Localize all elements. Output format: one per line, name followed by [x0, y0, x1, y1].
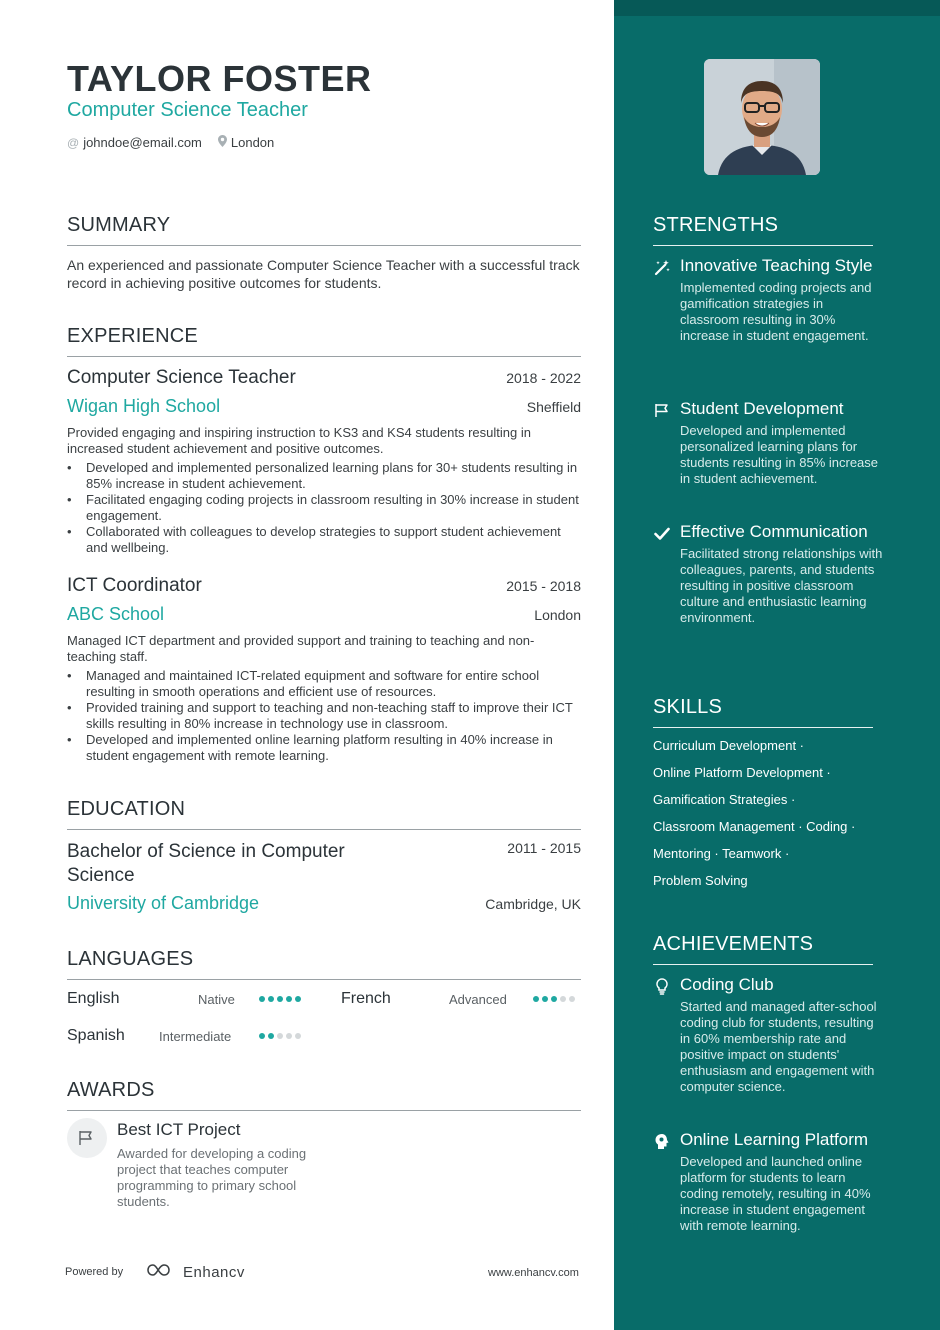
achievement-description: Developed and launched online platform for students to learn coding remotely, resulting in 40% increase in student engagement with remote learning.: [680, 1154, 871, 1233]
job-description: Managed ICT department and provided support and training to teaching and non-teaching staff.: [67, 633, 535, 664]
strength-title: Student Development: [680, 399, 844, 418]
language-name: French: [341, 990, 391, 1007]
email-item[interactable]: [67, 135, 202, 150]
infinity-logo-icon: [145, 1262, 177, 1282]
strengths-heading: STRENGTHS: [653, 214, 873, 246]
at-icon: @: [67, 135, 80, 150]
enhancv-logo[interactable]: [145, 1262, 245, 1282]
job-bullet: • Developed and implemented personalized learning plans for 30+ students resulting in 85% increase in student achievement.: [67, 460, 581, 492]
job-dates: 2018 - 2022: [506, 370, 581, 386]
job-role: ICT Coordinator: [67, 575, 202, 596]
profile-photo: [704, 59, 820, 175]
job-role: Computer Science Teacher: [67, 367, 296, 388]
strength-description: Implemented coding projects and gamification strategies in classroom resulting in 30% increase in student engagement.: [680, 280, 872, 343]
lightbulb-icon: [653, 977, 671, 995]
footer-url[interactable]: www.enhancv.com: [488, 1267, 579, 1279]
rating-dot-filled: [259, 996, 265, 1002]
job-bullet: • Managed and maintained ICT-related equipment and software for entire school resulting in smooth operations and efficient use of resources.: [67, 668, 581, 700]
location-item: [218, 135, 274, 150]
language-rating: [533, 996, 575, 1002]
job-entry: [67, 367, 581, 556]
rating-dot-filled: [295, 996, 301, 1002]
job-company[interactable]: Wigan High School: [67, 396, 221, 416]
achievement-item: [653, 975, 883, 1095]
education-dates: 2011 - 2015: [507, 840, 581, 856]
job-dates: 2015 - 2018: [506, 578, 581, 594]
rating-dot-empty: [560, 996, 566, 1002]
languages-heading: LANGUAGES: [67, 948, 581, 980]
sidebar-top-bar: [614, 0, 940, 16]
language-rating: [259, 996, 301, 1002]
job-location: London: [534, 607, 581, 623]
job-entry: [67, 575, 581, 764]
location-text: London: [230, 135, 275, 150]
achievements-heading: ACHIEVEMENTS: [653, 933, 873, 965]
skills-list: [653, 737, 883, 899]
language-name: English: [67, 990, 120, 1007]
rating-dot-empty: [295, 1033, 301, 1039]
strength-description: Developed and implemented personalized learning plans for students resulting in 85% increase in student achievement.: [680, 423, 879, 486]
strength-title: Effective Communication: [680, 522, 868, 541]
rating-dot-filled: [277, 996, 283, 1002]
map-pin-icon: [218, 135, 227, 150]
job-bullets: [67, 668, 581, 764]
skill-line: Gamification Strategies ·: [653, 792, 796, 807]
awards-heading: AWARDS: [67, 1079, 581, 1111]
job-bullet: • Facilitated engaging coding projects in classroom resulting in 30% increase in student engagement.: [67, 492, 581, 524]
job-bullets: [67, 460, 581, 556]
strength-title: Innovative Teaching Style: [680, 256, 873, 275]
skill-line: Classroom Management · Coding ·: [653, 819, 856, 834]
education-degree: Bachelor of Science in Computer Science: [67, 841, 345, 886]
education-school[interactable]: University of Cambridge: [67, 893, 260, 913]
rating-dot-filled: [542, 996, 548, 1002]
rating-dot-filled: [286, 996, 292, 1002]
job-company[interactable]: ABC School: [67, 604, 165, 624]
job-bullet: • Collaborated with colleagues to develop strategies to support student achievement and wellbeing.: [67, 524, 581, 556]
skill-line: Mentoring · Teamwork ·: [653, 846, 790, 861]
candidate-title: Computer Science Teacher: [67, 99, 308, 121]
candidate-name: TAYLOR FOSTER: [67, 58, 372, 99]
skills-heading: SKILLS: [653, 696, 873, 728]
language-level: Intermediate: [159, 1029, 232, 1044]
language-rating: [259, 1033, 301, 1039]
brand-name: Enhancv: [183, 1263, 245, 1281]
rating-dot-filled: [259, 1033, 265, 1039]
rating-dot-empty: [286, 1033, 292, 1039]
rating-dot-empty: [277, 1033, 283, 1039]
skill-line: Problem Solving: [653, 873, 748, 888]
strength-item: [653, 256, 883, 344]
brain-head-icon: [653, 1132, 671, 1150]
language-name: Spanish: [67, 1027, 125, 1044]
job-location: Sheffield: [526, 399, 581, 415]
skill-line: Curriculum Development ·: [653, 738, 804, 753]
award-description: Awarded for developing a coding project that teaches computer programming to primary school students.: [117, 1146, 307, 1209]
summary-heading: SUMMARY: [67, 214, 581, 246]
sidebar: [614, 0, 940, 1330]
skill-line: Online Platform Development ·: [653, 765, 831, 780]
education-heading: EDUCATION: [67, 798, 581, 830]
language-level: Advanced: [449, 992, 507, 1007]
award-title: Best ICT Project: [117, 1120, 241, 1139]
rating-dot-filled: [268, 1033, 274, 1039]
job-bullet: • Developed and implemented online learning platform resulting in 40% increase in student engagement with remote learning.: [67, 732, 581, 764]
rating-dot-empty: [569, 996, 575, 1002]
job-description: Provided engaging and inspiring instruction to KS3 and KS4 students resulting in increased student achievement and positive outcomes.: [67, 425, 531, 456]
contact-info: [67, 135, 290, 150]
achievement-description: Started and managed after-school coding club for students, resulting in 60% membership rate and positive impact on students' enthusiasm and engagement with computer science.: [680, 999, 877, 1094]
flag-icon: [67, 1118, 107, 1158]
strength-item: [653, 399, 883, 487]
education-entry: [67, 840, 581, 914]
achievement-title: Coding Club: [680, 975, 774, 994]
rating-dot-filled: [533, 996, 539, 1002]
job-bullet: • Provided training and support to teaching and non-teaching staff to improve their ICT skills resulting in 80% increase in technology use in classroom.: [67, 700, 581, 732]
achievement-item: [653, 1130, 883, 1234]
powered-by-label: Powered by: [65, 1266, 124, 1278]
education-location: Cambridge, UK: [485, 896, 581, 912]
language-level: Native: [198, 992, 235, 1007]
achievement-title: Online Learning Platform: [680, 1130, 869, 1149]
magic-wand-icon: [653, 258, 671, 276]
strength-item: [653, 522, 883, 626]
rating-dot-filled: [268, 996, 274, 1002]
rating-dot-filled: [551, 996, 557, 1002]
strength-description: Facilitated strong relationships with colleagues, parents, and students resulting in positive classroom culture and enthusiastic learning environment.: [680, 546, 883, 625]
summary-text: An experienced and passionate Computer Science Teacher with a successful track record in achieving positive outcomes for students.: [67, 257, 580, 291]
checkmark-icon: [653, 524, 671, 542]
flag-icon: [653, 401, 671, 419]
email-text: johndoe@email.com: [83, 135, 202, 150]
experience-heading: EXPERIENCE: [67, 325, 581, 357]
